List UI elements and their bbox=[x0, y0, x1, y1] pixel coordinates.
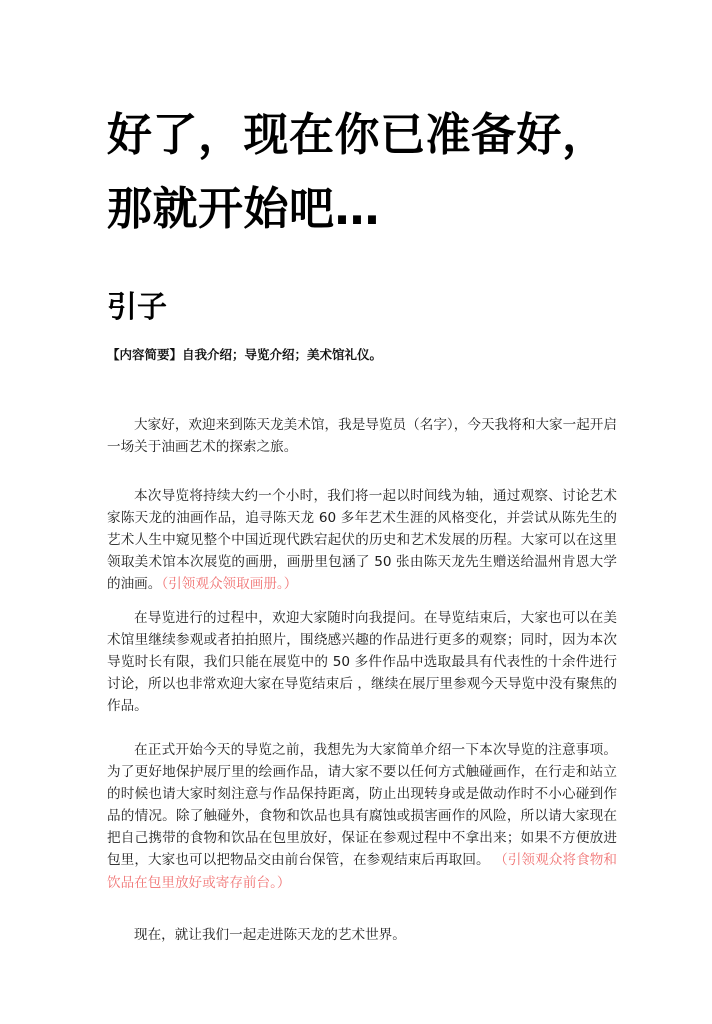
paragraph-tour-intro bbox=[107, 485, 617, 595]
paragraph-closing bbox=[107, 924, 617, 946]
stage-note: （引领观众领取画册。） bbox=[161, 576, 298, 593]
content-summary: 【内容简要】自我介绍；导览介绍；美术馆礼仪。 bbox=[107, 347, 383, 362]
paragraph-questions bbox=[107, 607, 617, 717]
paragraph-text: 现在，就让我们一起走进陈天龙的艺术世界。 bbox=[134, 927, 406, 943]
paragraph-etiquette bbox=[107, 739, 617, 894]
stage-note: （引领观众将食物和饮品在包里放好或寄存前台。） bbox=[107, 852, 617, 891]
paragraph-text: 大家好，欢迎来到陈天龙美术馆，我是导览员（名字），今天我将和大家一起开启一场关于油画艺术的探索之旅。 bbox=[107, 417, 617, 456]
page-heading: 好了，现在你已准备好，那就开始吧… bbox=[107, 108, 608, 235]
paragraph-text: 在正式开始今天的导览之前，我想先为大家简单介绍一下本次导览的注意事项。为了更好地保护展厅里的绘画作品，请大家不要以任何方式触碰画作，在行走和站立的时候也请大家时刻注意与作品保持距离，防止出现转身或是做动作时不小心碰到作品的情况。除了触碰外，食物和饮品也具有腐蚀或损害画作的风险，所以请大家现在把自己携带的食物和饮品在包里放好，保证在参观过程中不拿出来；如果不方便放进包里，大家也可以把物品交由前台保管，在参观结束后再取回。 bbox=[107, 742, 617, 869]
paragraph-text: 在导览进行的过程中，欢迎大家随时向我提问。在导览结束后，大家也可以在美术馆里继续参观或者拍拍照片，围绕感兴趣的作品进行更多的观察；同时，因为本次导览时长有限，我们只能在展览中的 50 多件作品中选取最具有代表性的十余件进行讨论，所以也非常欢迎大家在导览结束后 ，继续在展厅里参观今天导览中没有聚焦的作品。 bbox=[107, 610, 617, 715]
paragraph-text: 本次导览将持续大约一个小时，我们将一起以时间线为轴，通过观察、讨论艺术家陈天龙的油画作品，追寻陈天龙 60 多年艺术生涯的风格变化，并尝试从陈先生的艺术人生中窥见整个中国近现代跌宕起伏的历史和艺术发展的历程。大家可以在这里领取美术馆本次展览的画册，画册里包涵了 50 张由陈天龙先生赠送给温州肯恩大学的油画。 bbox=[107, 488, 617, 593]
paragraph-welcome bbox=[107, 414, 617, 458]
section-title: 引子 bbox=[107, 290, 167, 325]
